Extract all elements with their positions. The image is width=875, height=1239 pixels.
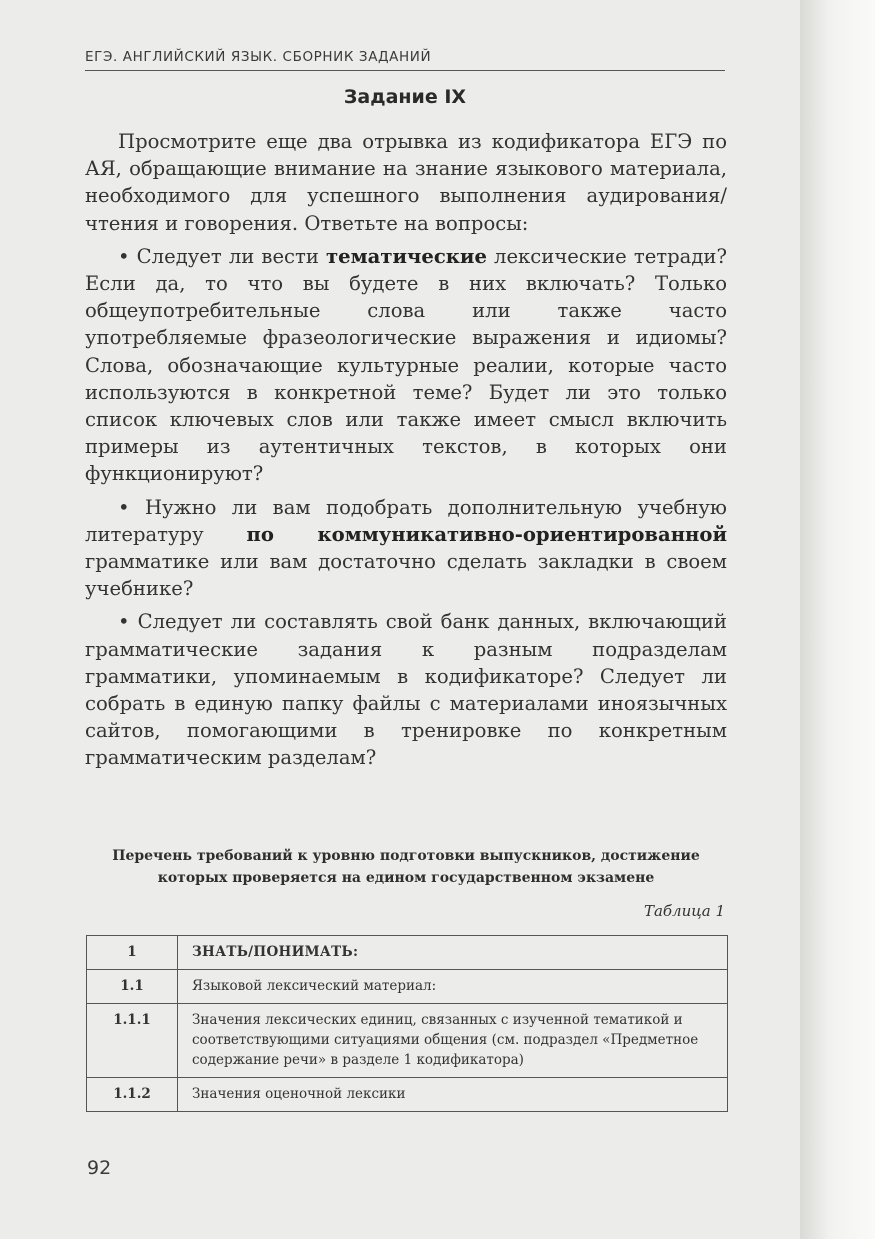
bullet-text-part: грамматике или вам достаточно сделать закладки в своем учебнике? <box>85 550 727 601</box>
row-number: 1.1.2 <box>87 1078 178 1112</box>
bullet-text-part: Следует ли вести <box>136 244 327 268</box>
table-row <box>87 936 728 970</box>
table-row <box>87 1078 728 1112</box>
bullet-grammar-databank <box>85 608 727 771</box>
requirements-heading: Перечень требований к уровню подготовки выпускников, достижение которых проверяется на едином государственном экзамене <box>112 848 700 886</box>
bullet-bold-term: тематические <box>326 244 487 268</box>
bullet-marker: • <box>118 495 130 519</box>
row-text: Языковой лексический материал: <box>178 970 728 1004</box>
bullet-grammar-literature <box>85 494 727 603</box>
row-text: ЗНАТЬ/ПОНИМАТЬ: <box>178 936 728 970</box>
row-number: 1.1 <box>87 970 178 1004</box>
task-title: Задание IX <box>343 86 467 108</box>
header-divider <box>85 70 725 71</box>
page-number: 92 <box>87 1157 112 1179</box>
table-row <box>87 1004 728 1078</box>
row-text: Значения лексических единиц, связанных с изученной тематикой и соответствующими ситуациями общения (см. подраздел «Предметное содержание речи» в разделе 1 кодификатора) <box>178 1004 728 1078</box>
running-head: ЕГЭ. АНГЛИЙСКИЙ ЯЗЫК. СБОРНИК ЗАДАНИЙ <box>85 49 432 65</box>
bullet-text-part: Нужно ли вам подобрать дополнительную учебную литературу <box>85 495 727 546</box>
bullet-thematic-notebooks <box>85 243 727 488</box>
bullet-bold-term: по коммуникативно-ориентированной <box>246 522 727 546</box>
bullet-text-part: Следует ли составлять свой банк данных, включающий грамматические задания к разным подразделам грамматики, упоминаемым в кодификаторе? Следует ли собрать в единую папку файлы с материалами иноязычных сайтов, помогающими в тренировке по конкретным грамматическим разделам? <box>85 610 727 770</box>
bullet-marker: • <box>118 244 130 268</box>
bullet-text-part: лексические тетради? Если да, то что вы будете в них включать? Только общеупотребительные слова или также часто употребляемые фразеологические выражения и идиомы? Слова, обозначающие культурные реалии, которые часто используются в конкретной теме? Будет ли это только список ключевых слов или также имеет смысл включить примеры из аутентичных текстов, в которых они функционируют? <box>85 244 727 486</box>
requirements-table <box>86 935 728 1112</box>
row-number: 1.1.1 <box>87 1004 178 1078</box>
table-caption: Таблица 1 <box>643 902 725 920</box>
page-edge <box>800 0 875 1239</box>
row-text: Значения оценочной лексики <box>178 1078 728 1112</box>
row-number: 1 <box>87 936 178 970</box>
table-row <box>87 970 728 1004</box>
task-intro: Просмотрите еще два отрывка из кодификатора ЕГЭ по АЯ, обращающие внимание на знание языкового материала, необходимого для успешного выполнения аудирования/чтения и говорения. Ответьте на вопросы: <box>85 130 727 235</box>
task-body <box>85 128 727 778</box>
bullet-marker: • <box>118 610 130 634</box>
